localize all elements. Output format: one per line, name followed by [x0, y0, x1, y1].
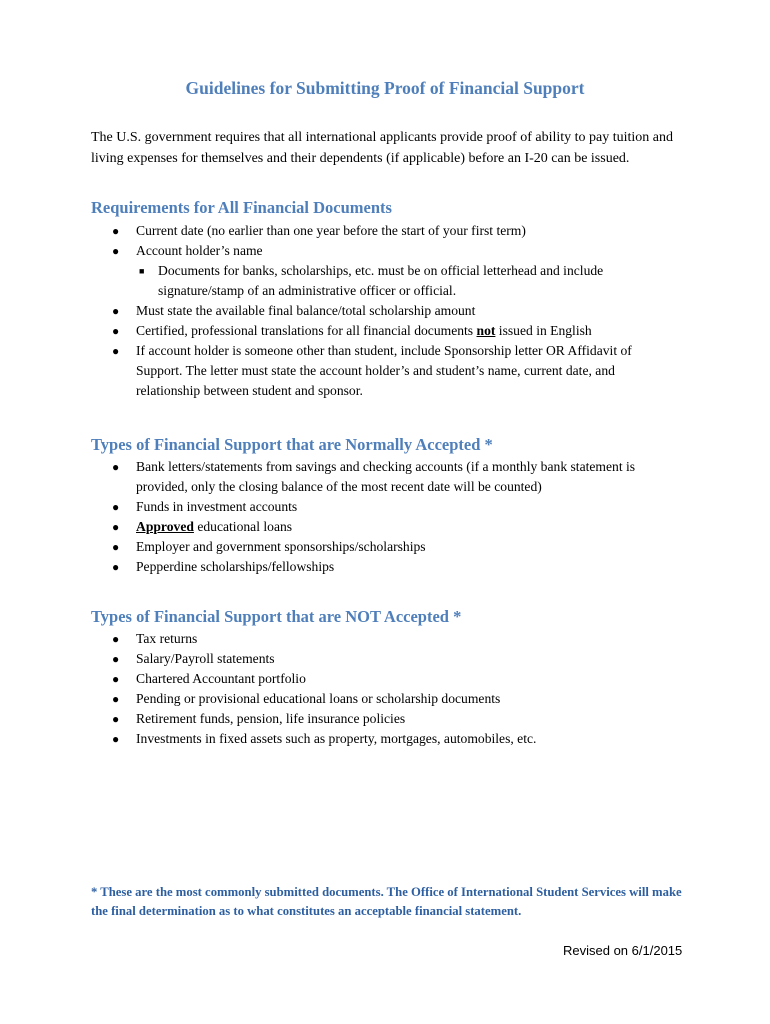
accepted-list — [91, 457, 681, 577]
revised-date: Revised on 6/1/2015 — [563, 943, 683, 958]
bullet-icon: ● — [112, 304, 120, 318]
bullet-icon: ● — [112, 224, 120, 238]
bullet-icon: ● — [112, 692, 120, 706]
not-accepted-heading: Types of Financial Support that are NOT Accepted * — [91, 607, 462, 626]
list-item: ● Pending or provisional educational loans or scholarship documents — [91, 689, 681, 709]
bullet-icon: ● — [112, 244, 120, 258]
bullet-icon: ● — [112, 652, 120, 666]
list-item: ● Must state the available final balance/total scholarship amount — [91, 301, 681, 321]
list-item: ● Certified, professional translations for all financial documents not issued in English — [91, 321, 681, 341]
bullet-icon: ● — [112, 460, 120, 474]
list-item: ● Approved educational loans — [91, 517, 681, 537]
list-item: ● Investments in fixed assets such as property, mortgages, automobiles, etc. — [91, 729, 681, 749]
list-item: ● Chartered Accountant portfolio — [91, 669, 681, 689]
list-item: ● Pepperdine scholarships/fellowships — [91, 557, 681, 577]
bullet-icon: ● — [112, 324, 120, 338]
list-item: ● Employer and government sponsorships/scholarships — [91, 537, 681, 557]
bullet-icon: ● — [112, 632, 120, 646]
not-accepted-list — [91, 629, 681, 749]
list-item: ● If account holder is someone other than student, include Sponsorship letter OR Affidavit of Support. The letter must state the account holder’s and student’s name, current date, and relationship between student and sponsor. — [112, 343, 632, 398]
emphasis-not: not — [476, 323, 496, 338]
list-item: ● Tax returns — [91, 629, 681, 649]
bullet-icon: ● — [112, 560, 120, 574]
bullet-icon: ● — [112, 732, 120, 746]
page-title: Guidelines for Submitting Proof of Financial Support — [185, 78, 585, 98]
bullet-icon: ● — [112, 344, 120, 358]
requirements-list — [91, 221, 681, 401]
list-item: ● Retirement funds, pension, life insurance policies — [91, 709, 681, 729]
list-item: ● Salary/Payroll statements — [91, 649, 681, 669]
emphasis-approved: Approved — [136, 519, 194, 534]
accepted-heading: Types of Financial Support that are Normally Accepted * — [91, 435, 493, 454]
bullet-icon: ● — [112, 540, 120, 554]
list-item: ● Account holder’s name ■ Documents for banks, scholarships, etc. must be on official letterhead and include signature/stamp of an administrative officer or official. — [91, 241, 681, 301]
list-item: ● Funds in investment accounts — [91, 497, 681, 517]
intro-paragraph: The U.S. government requires that all international applicants provide proof of ability to pay tuition and living expenses for themselves and their dependents (if applicable) before an I-20 can be issued. — [91, 130, 674, 166]
bullet-icon: ● — [112, 672, 120, 686]
square-bullet-icon: ■ — [139, 266, 145, 276]
sub-list — [136, 261, 681, 301]
bullet-icon: ● — [112, 520, 120, 534]
sub-list-item: ■ Documents for banks, scholarships, etc. must be on official letterhead and include signature/stamp of an administrative officer or official. — [139, 263, 604, 298]
requirements-heading: Requirements for All Financial Documents — [91, 198, 392, 217]
list-item: ● Current date (no earlier than one year before the start of your first term) — [91, 221, 681, 241]
bullet-icon: ● — [112, 500, 120, 514]
footnote: * These are the most commonly submitted documents. The Office of International Student Services will make the final determination as to what constitutes an acceptable financial statement. — [91, 885, 682, 918]
bullet-icon: ● — [112, 712, 120, 726]
list-item: ● Bank letters/statements from savings and checking accounts (if a monthly bank statement is provided, only the closing balance of the most recent date will be counted) — [112, 459, 636, 494]
